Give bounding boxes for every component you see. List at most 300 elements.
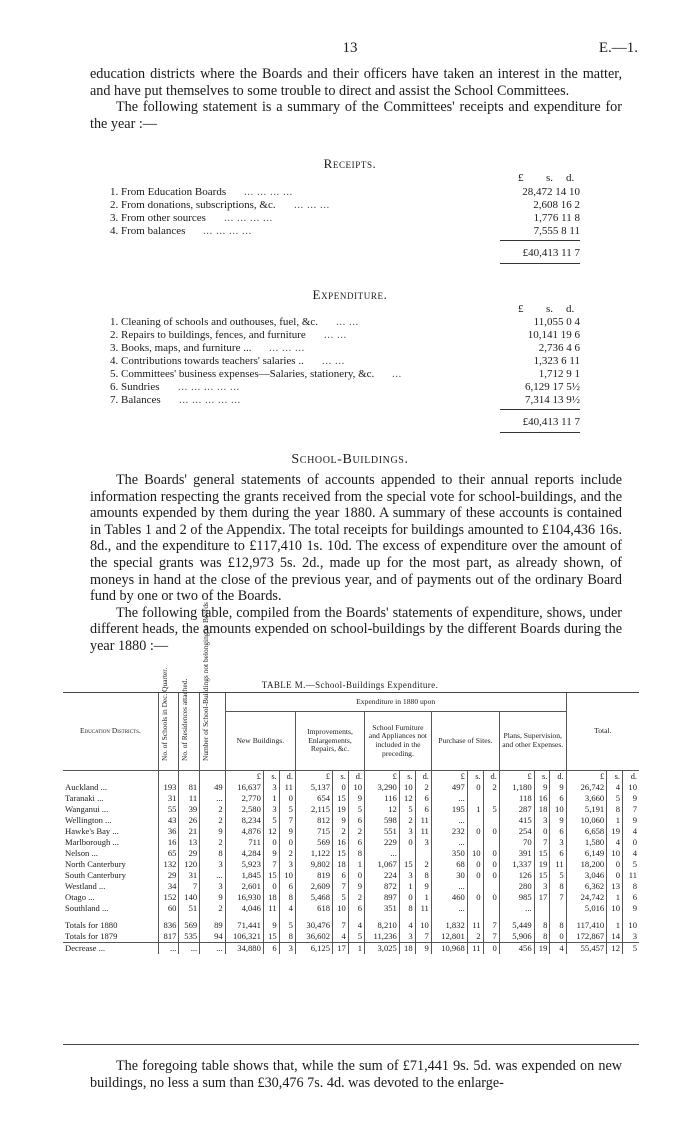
cell-pl-s: 15 <box>534 848 550 859</box>
cell-nb-l: 4,876 <box>225 826 263 837</box>
totals-1880-row <box>63 920 639 931</box>
leader-dots: ... ... ... ... ... <box>179 394 241 406</box>
cell-nb-d: 4 <box>279 903 295 914</box>
cell-si-l: 460 <box>431 892 467 903</box>
cell-to-l: 172,867 <box>566 931 607 943</box>
expenditure-total-rule <box>500 409 580 410</box>
cell-to-l: 1,580 <box>566 837 607 848</box>
cell-im-l: 2,115 <box>295 804 332 815</box>
header-sites: Purchase of Sites. <box>431 712 499 771</box>
cell-to-d: 0 <box>623 837 640 848</box>
cell-sch: 836 <box>158 920 179 931</box>
cell-fu-d <box>415 848 431 859</box>
cell-pl-l: 391 <box>499 848 534 859</box>
list-item <box>110 329 580 342</box>
cell-im-d: 1 <box>348 859 364 870</box>
cell-si-d <box>483 837 499 848</box>
cell-nb-d: 8 <box>279 892 295 903</box>
cell-nb: 9 <box>200 826 226 837</box>
cell-im-l: 9,802 <box>295 859 332 870</box>
cell-im-l: 819 <box>295 870 332 881</box>
cell-fu-s: 3 <box>399 870 415 881</box>
cell-sch: 152 <box>158 892 179 903</box>
item-label: 2. From donations, subscriptions, &c. <box>110 199 276 211</box>
cell-to-l: 55,457 <box>566 943 607 955</box>
units-blank <box>179 771 200 783</box>
cell-pl-l: 280 <box>499 881 534 892</box>
cell-im-d: 6 <box>348 837 364 848</box>
cell-fu-d: 11 <box>415 903 431 914</box>
cell-res: 51 <box>179 903 200 914</box>
table-row <box>63 848 639 859</box>
cell-pl-l: 1,180 <box>499 782 534 793</box>
cell-fu-s: 8 <box>399 903 415 914</box>
cell-nb: 89 <box>200 920 226 931</box>
cell-nb: 2 <box>200 903 226 914</box>
cell-si-l: 195 <box>431 804 467 815</box>
cell-pl-l: 126 <box>499 870 534 881</box>
leader-dots: ... ... ... ... <box>244 186 293 198</box>
cell-nb: 49 <box>200 782 226 793</box>
cell-to-d: 4 <box>623 848 640 859</box>
page-number: 13 <box>342 40 358 56</box>
cell-im-s: 15 <box>333 848 349 859</box>
header-not-belonging: Number of School-Buildings not belonging to Boards <box>201 601 211 761</box>
table-row <box>63 837 639 848</box>
cell-to-l: 10,060 <box>566 815 607 826</box>
cell-to-s: 19 <box>607 826 623 837</box>
cell-nb-d: 3 <box>279 943 295 955</box>
cell-pl-l: 985 <box>499 892 534 903</box>
cell-im-l: 715 <box>295 826 332 837</box>
cell-si-s: 2 <box>467 931 483 943</box>
cell-im-s: 0 <box>333 782 349 793</box>
cell-si-l: 232 <box>431 826 467 837</box>
cell-to-d: 10 <box>623 920 640 931</box>
cell-fu-l: 897 <box>365 892 400 903</box>
cell-to-d: 11 <box>623 870 640 881</box>
unit-label: d. <box>483 771 499 783</box>
cell-im-l: 30,476 <box>295 920 332 931</box>
cell-pl-d: 5 <box>550 870 566 881</box>
cell-fu-d: 2 <box>415 859 431 870</box>
cell-nb-s: 0 <box>263 837 279 848</box>
cell-nb-l: 16,930 <box>225 892 263 903</box>
cell-si-s <box>467 815 483 826</box>
closing-text: The foregoing table shows that, while the sum of £71,441 9s. 5d. was expended on new buildings, no less a sum than £30,476 7s. 4d. was devoted to the enlarge- <box>90 1058 622 1091</box>
district-name: Decrease ... <box>63 943 158 955</box>
cell-nb-s: 15 <box>263 931 279 943</box>
cell-nb-l: 1,845 <box>225 870 263 881</box>
district-name: South Canterbury <box>65 870 126 880</box>
cell-im-l: 6,125 <box>295 943 332 955</box>
cell-fu-d: 10 <box>415 920 431 931</box>
cell-fu-l: 3,290 <box>365 782 400 793</box>
cell-pl-d: 4 <box>550 943 566 955</box>
table-row <box>63 903 639 914</box>
list-item <box>110 199 580 212</box>
cell-im-l: 1,122 <box>295 848 332 859</box>
item-label: 3. Books, maps, and furniture ... <box>110 342 252 354</box>
cell-im-l: 569 <box>295 837 332 848</box>
receipts-col-pence: d. <box>566 172 575 184</box>
decrease-row <box>63 943 639 955</box>
unit-label: d. <box>415 771 431 783</box>
cell-fu-s: 10 <box>399 782 415 793</box>
cell-im-d: 1 <box>348 943 364 955</box>
item-label: 6. Sundries <box>110 381 160 393</box>
cell-pl-s: 16 <box>534 793 550 804</box>
cell-si-l: ... <box>431 793 467 804</box>
cell-nb: 2 <box>200 804 226 815</box>
cell-im-d: 0 <box>348 870 364 881</box>
expenditure-total-underline <box>500 432 580 433</box>
header-residences: No. of Residences attached. <box>180 678 190 761</box>
cell-nb-l: 2,580 <box>225 804 263 815</box>
cell-to-l: 3,046 <box>566 870 607 881</box>
cell-im-d: 2 <box>348 826 364 837</box>
cell-res: 535 <box>179 931 200 943</box>
cell-si-s: 0 <box>467 859 483 870</box>
cell-si-s: 1 <box>467 804 483 815</box>
district-name: Auckland ... <box>65 782 108 792</box>
cell-si-s: 11 <box>467 943 483 955</box>
cell-res: 13 <box>179 837 200 848</box>
cell-nb-d: 5 <box>279 920 295 931</box>
cell-si-s: 11 <box>467 920 483 931</box>
district-name: Westland ... <box>65 881 106 891</box>
cell-im-d: 10 <box>348 782 364 793</box>
cell-si-l: 350 <box>431 848 467 859</box>
unit-label: s. <box>607 771 623 783</box>
item-amount: 28,472 14 10 <box>522 186 580 198</box>
cell-im-s: 7 <box>333 920 349 931</box>
header-furniture: School Furniture and Appliances not included in the preceding. <box>365 712 432 771</box>
cell-nb: 3 <box>200 859 226 870</box>
cell-si-l: 1,832 <box>431 920 467 931</box>
cell-to-s: 10 <box>607 848 623 859</box>
cell-to-d: 6 <box>623 892 640 903</box>
item-label: 5. Committees' business expenses—Salaries, stationery, &c. <box>110 368 375 380</box>
cell-nb-s: 9 <box>263 848 279 859</box>
table-row <box>63 782 639 793</box>
receipts-title: Receipts. <box>323 156 377 171</box>
cell-si-s: 0 <box>467 782 483 793</box>
cell-res: ... <box>179 943 200 955</box>
cell-fu-d: 6 <box>415 793 431 804</box>
leader-dots: ... ... <box>324 329 347 341</box>
cell-nb-l: 34,880 <box>225 943 263 955</box>
cell-fu-l: 351 <box>365 903 400 914</box>
unit-label: d. <box>623 771 640 783</box>
cell-im-s: 17 <box>333 943 349 955</box>
cell-fu-l: 1,067 <box>365 859 400 870</box>
table-row <box>63 815 639 826</box>
cell-si-d: 5 <box>483 804 499 815</box>
table-bottom-rule <box>63 1044 639 1045</box>
cell-to-s: 1 <box>607 920 623 931</box>
cell-fu-d: 11 <box>415 826 431 837</box>
cell-res: 31 <box>179 870 200 881</box>
cell-fu-s: 4 <box>399 920 415 931</box>
cell-res: 569 <box>179 920 200 931</box>
list-item <box>110 342 580 355</box>
table-row <box>63 804 639 815</box>
cell-si-d <box>483 793 499 804</box>
cell-si-s <box>467 881 483 892</box>
unit-label: £ <box>431 771 467 783</box>
cell-sch: 65 <box>158 848 179 859</box>
cell-im-d: 9 <box>348 793 364 804</box>
unit-label: s. <box>399 771 415 783</box>
cell-to-s: 1 <box>607 892 623 903</box>
cell-to-s: 0 <box>607 859 623 870</box>
item-amount: 7,314 13 9½ <box>525 394 580 406</box>
cell-fu-d: 11 <box>415 815 431 826</box>
cell-fu-l: 3,025 <box>365 943 400 955</box>
cell-si-l: ... <box>431 837 467 848</box>
receipts-total: £40,413 11 7 <box>522 247 580 259</box>
cell-fu-d: 3 <box>415 837 431 848</box>
units-row <box>63 771 639 783</box>
item-amount: 1,776 11 8 <box>533 212 580 224</box>
cell-pl-s: 0 <box>534 826 550 837</box>
unit-label: £ <box>225 771 263 783</box>
cell-nb-s: 15 <box>263 870 279 881</box>
cell-nb-d: 10 <box>279 870 295 881</box>
leader-dots: ... ... ... ... <box>203 225 252 237</box>
cell-to-l: 3,660 <box>566 793 607 804</box>
document-reference: E.—1. <box>598 40 638 56</box>
cell-nb-s: 6 <box>263 943 279 955</box>
cell-nb-l: 4,046 <box>225 903 263 914</box>
cell-si-l: ... <box>431 903 467 914</box>
cell-im-d: 8 <box>348 848 364 859</box>
cell-si-d <box>483 815 499 826</box>
cell-nb-s: 0 <box>263 881 279 892</box>
cell-pl-l: 415 <box>499 815 534 826</box>
cell-to-s: 13 <box>607 881 623 892</box>
cell-im-s: 7 <box>333 881 349 892</box>
cell-pl-d: 3 <box>550 837 566 848</box>
district-name: Otago ... <box>65 892 95 902</box>
cell-pl-d: 10 <box>550 804 566 815</box>
cell-sch: 60 <box>158 903 179 914</box>
cell-pl-s: 7 <box>534 837 550 848</box>
cell-to-d: 5 <box>623 943 640 955</box>
cell-fu-d: 8 <box>415 870 431 881</box>
table-row <box>63 793 639 804</box>
district-name: Southland ... <box>65 903 109 913</box>
cell-si-l: ... <box>431 815 467 826</box>
cell-res: 7 <box>179 881 200 892</box>
unit-label: £ <box>365 771 400 783</box>
cell-pl-s: 19 <box>534 859 550 870</box>
cell-si-d: 0 <box>483 943 499 955</box>
cell-to-l: 26,742 <box>566 782 607 793</box>
header-new-buildings: New Buildings. <box>225 712 295 771</box>
cell-sch: 55 <box>158 804 179 815</box>
cell-pl-l: 118 <box>499 793 534 804</box>
intro-summary-line: The following statement is a summary of the Committees' receipts and expenditure for the year :— <box>90 99 622 132</box>
cell-im-s: 9 <box>333 815 349 826</box>
cell-pl-l: 5,449 <box>499 920 534 931</box>
cell-im-s: 10 <box>333 903 349 914</box>
leader-dots: ... ... ... <box>294 199 330 211</box>
cell-to-s: 10 <box>607 903 623 914</box>
cell-nb: 94 <box>200 931 226 943</box>
item-amount: 2,736 4 6 <box>538 342 580 354</box>
cell-nb: ... <box>200 943 226 955</box>
cell-to-d: 9 <box>623 903 640 914</box>
cell-nb-s: 1 <box>263 793 279 804</box>
cell-si-d: 0 <box>483 826 499 837</box>
cell-to-l: 5,016 <box>566 903 607 914</box>
header-plans: Plans, Supervision, and other Expenses. <box>499 712 566 771</box>
header-total: Total. <box>566 693 639 771</box>
cell-nb: ... <box>200 870 226 881</box>
cell-nb-s: 11 <box>263 903 279 914</box>
cell-pl-d <box>550 903 566 914</box>
cell-sch: 29 <box>158 870 179 881</box>
cell-im-d: 6 <box>348 903 364 914</box>
table-m-title: TABLE M.—School-Buildings Expenditure. <box>261 680 439 690</box>
cell-si-s: 0 <box>467 870 483 881</box>
cell-pl-d: 6 <box>550 793 566 804</box>
cell-fu-d: 2 <box>415 782 431 793</box>
cell-im-l: 2,609 <box>295 881 332 892</box>
cell-fu-l: 116 <box>365 793 400 804</box>
cell-im-s: 18 <box>333 859 349 870</box>
cell-pl-d: 6 <box>550 848 566 859</box>
table-row <box>63 870 639 881</box>
cell-to-s: 5 <box>607 793 623 804</box>
district-name: Hawke's Bay ... <box>65 826 119 836</box>
cell-fu-l: ... <box>365 848 400 859</box>
district-name: Marlborough ... <box>65 837 119 847</box>
cell-to-l: 24,742 <box>566 892 607 903</box>
cell-si-l: 68 <box>431 859 467 870</box>
district-name: Totals for 1879 <box>65 931 118 941</box>
cell-si-s <box>467 903 483 914</box>
cell-nb-l: 2,601 <box>225 881 263 892</box>
cell-nb-l: 711 <box>225 837 263 848</box>
cell-sch: 43 <box>158 815 179 826</box>
cell-fu-l: 551 <box>365 826 400 837</box>
cell-to-l: 6,658 <box>566 826 607 837</box>
item-amount: 6,129 17 5½ <box>525 381 580 393</box>
cell-fu-s <box>399 848 415 859</box>
cell-im-d: 4 <box>348 920 364 931</box>
cell-to-s: 8 <box>607 804 623 815</box>
table-row <box>63 826 639 837</box>
cell-im-s: 4 <box>333 931 349 943</box>
list-item <box>110 186 580 199</box>
cell-nb: 3 <box>200 881 226 892</box>
cell-fu-s: 0 <box>399 892 415 903</box>
cell-si-s <box>467 837 483 848</box>
cell-res: 39 <box>179 804 200 815</box>
unit-label: s. <box>333 771 349 783</box>
cell-nb-d: 0 <box>279 793 295 804</box>
cell-sch: 36 <box>158 826 179 837</box>
cell-nb-d: 5 <box>279 804 295 815</box>
item-label: 1. Cleaning of schools and outhouses, fuel, &c. <box>110 316 319 328</box>
leader-dots: ... ... ... ... ... <box>178 381 240 393</box>
cell-fu-d: 6 <box>415 804 431 815</box>
cell-to-d: 9 <box>623 793 640 804</box>
table-row <box>63 881 639 892</box>
intro-continuation: education districts where the Boards and their officers have taken an interest in the matter, and have put themselves to some trouble to direct and assist the School Committees. <box>90 66 622 99</box>
leader-dots: ... <box>392 368 402 380</box>
cell-nb: ... <box>200 793 226 804</box>
item-amount: 1,712 9 1 <box>538 368 580 380</box>
cell-res: 26 <box>179 815 200 826</box>
cell-nb-s: 3 <box>263 782 279 793</box>
unit-label: s. <box>263 771 279 783</box>
cell-pl-l: 70 <box>499 837 534 848</box>
list-item <box>110 316 580 329</box>
cell-im-l: 36,602 <box>295 931 332 943</box>
units-blank <box>63 771 158 783</box>
cell-pl-d: 8 <box>550 920 566 931</box>
cell-nb-l: 71,441 <box>225 920 263 931</box>
expenditure-total: £40,413 11 7 <box>522 416 580 428</box>
header-education-districts: Education Districts. <box>63 693 158 771</box>
cell-fu-s: 3 <box>399 826 415 837</box>
cell-to-s: 4 <box>607 782 623 793</box>
cell-to-s: 4 <box>607 837 623 848</box>
cell-nb: 2 <box>200 815 226 826</box>
cell-pl-d: 8 <box>550 881 566 892</box>
cell-to-d: 4 <box>623 826 640 837</box>
school-buildings-paragraph-1: The Boards' general statements of accounts appended to their annual reports include information respecting the grants received from the special vote for school-buildings, and the amounts expended by them during the year 1880. A summary of these accounts is contained in Tables 1 and 2 of the Appendix. The total receipts for buildings amounted to £104,436 16s. 8d., and the expenditure to £117,410 1s. 10d. The excess of expenditure over the amount of the special grants was £12,973 5s. 2d., made up for the most part, as already shown, of moneys in hand at the close of the previous year, and of payments out of the ordinary Board fund by one or two of the Boards. <box>90 472 622 605</box>
header-improvements: Improvements, Enlargements, Repairs, &c. <box>295 712 364 771</box>
cell-im-s: 19 <box>333 804 349 815</box>
cell-sch: 193 <box>158 782 179 793</box>
school-buildings-text <box>90 472 622 655</box>
cell-nb-l: 8,234 <box>225 815 263 826</box>
cell-si-s <box>467 793 483 804</box>
cell-si-d <box>483 903 499 914</box>
cell-nb-d: 2 <box>279 848 295 859</box>
list-item <box>110 355 580 368</box>
cell-to-s: 0 <box>607 870 623 881</box>
list-item <box>110 394 580 407</box>
cell-to-l: 18,200 <box>566 859 607 870</box>
header-schools: No. of Schools in Dec. Quarter. <box>159 667 169 761</box>
cell-pl-l: 287 <box>499 804 534 815</box>
cell-pl-s: 9 <box>534 782 550 793</box>
table-row <box>63 859 639 870</box>
cell-nb-l: 5,923 <box>225 859 263 870</box>
expenditure-title: Expenditure. <box>312 287 388 302</box>
cell-fu-s: 3 <box>399 931 415 943</box>
cell-si-d: 0 <box>483 859 499 870</box>
cell-pl-d: 11 <box>550 859 566 870</box>
cell-pl-s: 17 <box>534 892 550 903</box>
cell-sch: 16 <box>158 837 179 848</box>
receipts-total-underline <box>500 263 580 264</box>
cell-nb: 8 <box>200 848 226 859</box>
cell-pl-d: 0 <box>550 931 566 943</box>
unit-label: d. <box>550 771 566 783</box>
cell-sch: 817 <box>158 931 179 943</box>
cell-pl-d: 9 <box>550 782 566 793</box>
leader-dots: ... ... <box>336 316 359 328</box>
cell-nb: 9 <box>200 892 226 903</box>
cell-im-s: 6 <box>333 870 349 881</box>
